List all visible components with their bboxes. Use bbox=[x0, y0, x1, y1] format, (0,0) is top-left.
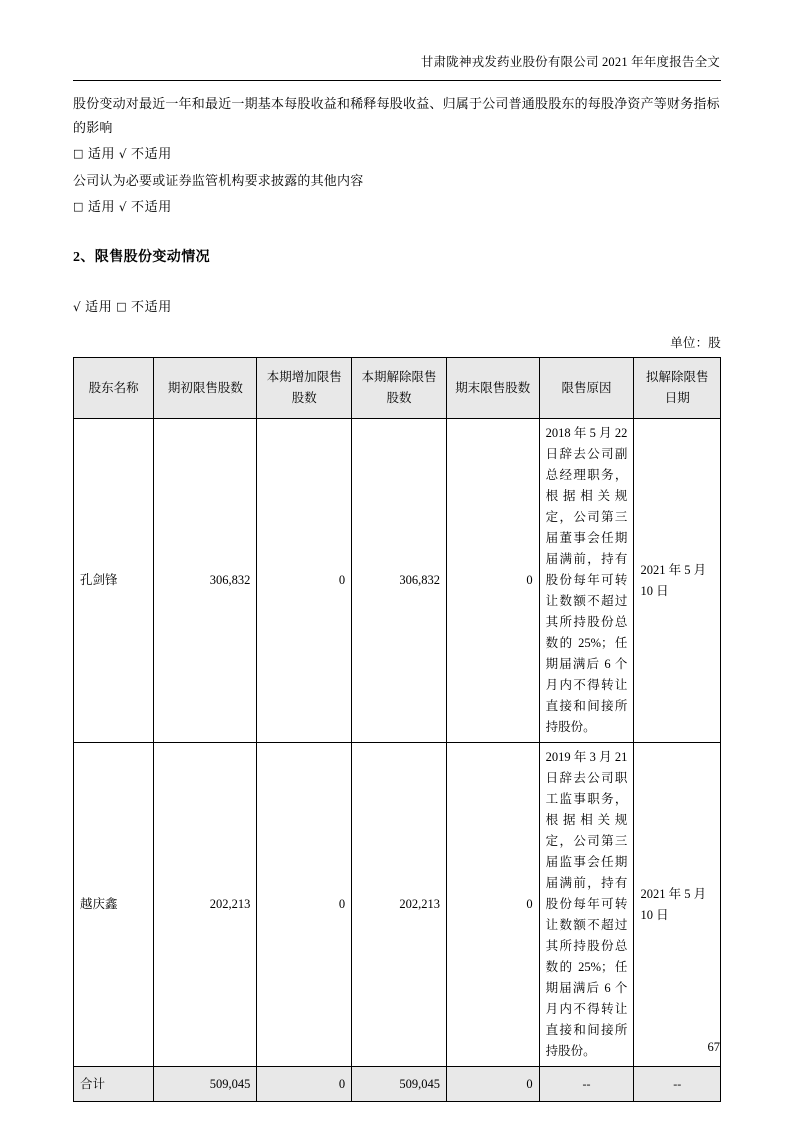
column-header-end-restricted: 期末限售股数 bbox=[446, 358, 539, 419]
check-mark-icon: √ bbox=[118, 200, 128, 214]
table-header-row bbox=[74, 358, 721, 419]
column-header-shareholder-name: 股东名称 bbox=[74, 358, 154, 419]
cell-end-restricted: 0 bbox=[446, 743, 539, 1067]
unit-label: 单位：股 bbox=[670, 336, 721, 350]
cell-total-label: 合计 bbox=[74, 1067, 154, 1102]
paragraph-financial-impact: 股份变动对最近一年和最近一期基本每股收益和稀释每股收益、归属于公司普通股股东的每股净资产等财务指标的影响 bbox=[73, 96, 720, 135]
cell-total-released-restricted: 509,045 bbox=[352, 1067, 447, 1102]
column-header-restriction-reason: 限售原因 bbox=[539, 358, 634, 419]
check-mark-icon: √ bbox=[73, 300, 82, 314]
checkbox-line-restricted-shares bbox=[73, 296, 721, 315]
not-applicable-label: 不适用 bbox=[131, 299, 172, 314]
page-number bbox=[0, 1040, 793, 1055]
not-applicable-label: 不适用 bbox=[131, 199, 172, 214]
cell-released-restricted: 306,832 bbox=[352, 419, 447, 743]
applicable-label: 适用 bbox=[85, 299, 113, 314]
cell-restriction-reason: 2018 年 5 月 22 日辞去公司副总经理职务，根据相关规定，公司第三届董事会任期届满前，持有股份每年可转让数额不超过其所持股份总数的 25%；任期届满后 6 个月内不得转让直接和间接所持股份。 bbox=[539, 419, 634, 743]
column-header-released-restricted: 本期解除限售股数 bbox=[352, 358, 447, 419]
empty-checkbox-icon: □ bbox=[73, 147, 84, 160]
column-header-begin-restricted: 期初限售股数 bbox=[154, 358, 257, 419]
cell-end-restricted: 0 bbox=[446, 419, 539, 743]
table-total-row bbox=[74, 1067, 721, 1102]
cell-shareholder-name: 孔剑锋 bbox=[74, 419, 154, 743]
cell-shareholder-name: 越庆鑫 bbox=[74, 743, 154, 1067]
page-content bbox=[73, 92, 721, 1102]
applicable-label: 适用 bbox=[87, 199, 116, 214]
cell-expected-release-date: 2021 年 5 月 10 日 bbox=[634, 419, 721, 743]
applicable-label: 适用 bbox=[87, 146, 116, 161]
cell-total-begin-restricted: 509,045 bbox=[154, 1067, 257, 1102]
cell-total-increase-restricted: 0 bbox=[257, 1067, 352, 1102]
section-heading-restricted-shares: 2、限售股份变动情况 bbox=[73, 250, 210, 265]
cell-begin-restricted: 306,832 bbox=[154, 419, 257, 743]
cell-total-expected-release-date: -- bbox=[634, 1067, 721, 1102]
cell-begin-restricted: 202,213 bbox=[154, 743, 257, 1067]
checkbox-line-financial-impact bbox=[73, 142, 721, 167]
paragraph-other-disclosure: 公司认为必要或证券监管机构要求披露的其他内容 bbox=[73, 173, 364, 188]
column-header-increase-restricted: 本期增加限售股数 bbox=[257, 358, 352, 419]
empty-checkbox-icon: □ bbox=[73, 200, 84, 213]
cell-total-end-restricted: 0 bbox=[446, 1067, 539, 1102]
column-header-expected-release-date: 拟解除限售日期 bbox=[634, 358, 721, 419]
header-divider bbox=[73, 80, 721, 81]
empty-checkbox-icon: □ bbox=[116, 300, 128, 313]
cell-increase-restricted: 0 bbox=[257, 419, 352, 743]
restricted-shares-table bbox=[73, 357, 721, 1102]
cell-total-restriction-reason: -- bbox=[539, 1067, 634, 1102]
running-header-text: 甘肃陇神戎发药业股份有限公司 2021 年年度报告全文 bbox=[420, 55, 720, 69]
check-mark-icon: √ bbox=[118, 147, 128, 161]
page-number-text: 67 bbox=[707, 1040, 720, 1054]
running-header bbox=[0, 52, 793, 70]
cell-released-restricted: 202,213 bbox=[352, 743, 447, 1067]
cell-restriction-reason: 2019 年 3 月 21 日辞去公司职工监事职务，根据相关规定，公司第三届监事会任期届满前，持有股份每年可转让数额不超过其所持股份总数的 25%；任期届满后 6 个月内不得转让直接和间接所持股份。 bbox=[539, 743, 634, 1067]
cell-increase-restricted: 0 bbox=[257, 743, 352, 1067]
checkbox-line-other-disclosure bbox=[73, 195, 721, 220]
not-applicable-label: 不适用 bbox=[131, 146, 172, 161]
table-row bbox=[74, 743, 721, 1067]
cell-expected-release-date: 2021 年 5 月 10 日 bbox=[634, 743, 721, 1067]
table-row bbox=[74, 419, 721, 743]
